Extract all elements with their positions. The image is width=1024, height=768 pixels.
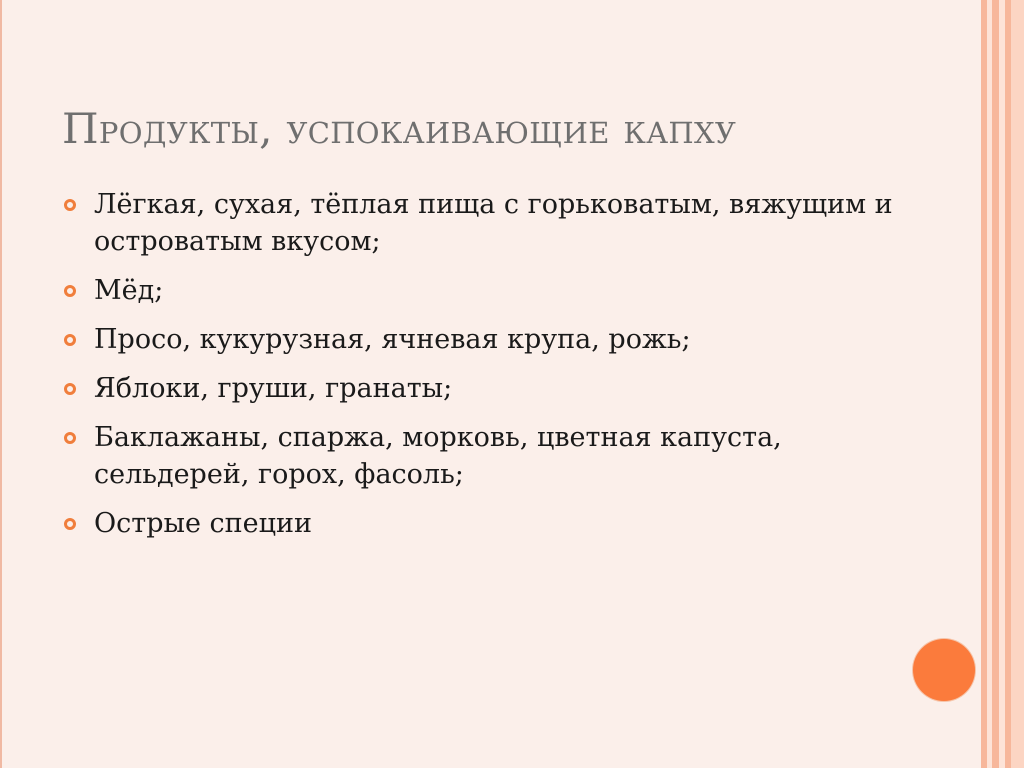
list-item-text: Острые специи — [94, 508, 312, 539]
decorative-stripe — [992, 0, 999, 768]
bullet-circle-icon — [64, 334, 76, 346]
list-item — [62, 321, 922, 358]
bullet-circle-icon — [64, 199, 76, 211]
list-item — [62, 370, 922, 407]
list-item-text: Просо, кукурузная, ячневая крупа, рожь; — [94, 324, 691, 355]
bullet-circle-icon — [64, 518, 76, 530]
slide-title: Продукты, успокаивающие капху — [62, 104, 737, 153]
bullet-list — [62, 186, 922, 554]
list-item — [62, 272, 922, 309]
list-item — [62, 186, 922, 260]
list-item-text: Яблоки, груши, гранаты; — [94, 373, 453, 404]
bullet-circle-icon — [64, 432, 76, 444]
list-item — [62, 505, 922, 542]
bullet-circle-icon — [64, 285, 76, 297]
decorative-stripe — [1011, 0, 1024, 768]
list-item — [62, 419, 922, 493]
list-item-text: Лёгкая, сухая, тёплая пища с горьковатым, вяжущим и островатым вкусом; — [94, 189, 893, 257]
orange-circle-icon — [913, 639, 975, 701]
list-item-text: Мёд; — [94, 275, 164, 306]
bullet-circle-icon — [64, 383, 76, 395]
list-item-text: Баклажаны, спаржа, морковь, цветная капуста, сельдерей, горох, фасоль; — [94, 422, 782, 490]
